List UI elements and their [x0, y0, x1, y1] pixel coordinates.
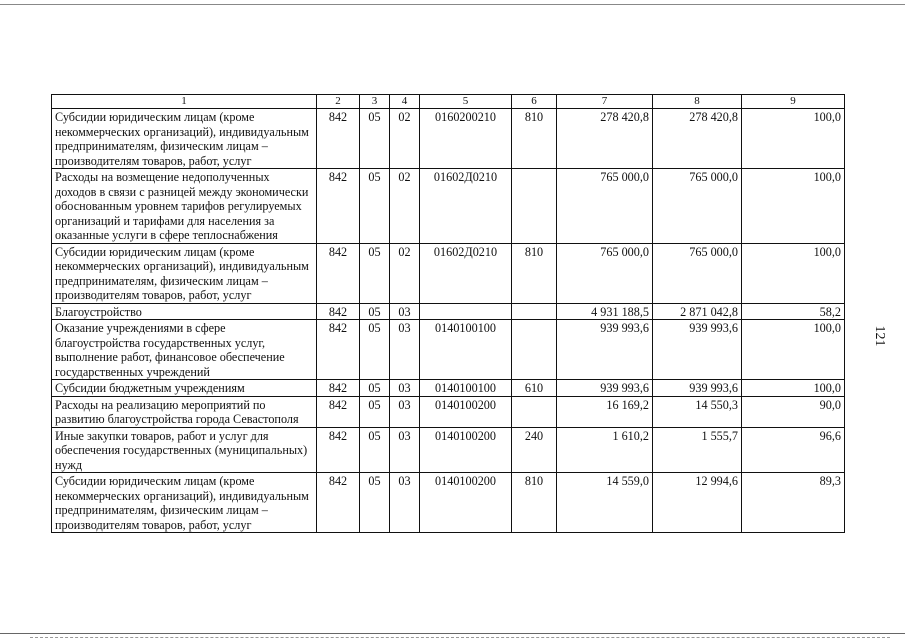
row-subsection: 03 [390, 427, 420, 473]
row-section: 05 [360, 473, 390, 533]
row-target-article: 0140100200 [420, 427, 512, 473]
row-approved-amount: 14 559,0 [557, 473, 653, 533]
row-section: 05 [360, 243, 390, 303]
row-expense-type [512, 396, 557, 427]
row-subsection: 02 [390, 243, 420, 303]
row-subsection: 03 [390, 396, 420, 427]
row-approved-amount: 939 993,6 [557, 380, 653, 397]
row-executed-amount: 765 000,0 [653, 169, 742, 244]
page-edge-top [0, 4, 905, 5]
table-body [52, 95, 845, 533]
row-description: Оказание учреждениями в сфере благоустройства государственных услуг, выполнение работ, финансовое обеспечение государственных учреждений [52, 320, 317, 380]
row-executed-amount: 278 420,8 [653, 109, 742, 169]
header-cell: 2 [317, 95, 360, 109]
row-description: Субсидии юридическим лицам (кроме некоммерческих организаций), индивидуальным предпринимателям, физическим лицам – производителям товаров, работ, услуг [52, 243, 317, 303]
row-subsection: 03 [390, 473, 420, 533]
row-target-article: 0140100100 [420, 380, 512, 397]
row-ministry-code: 842 [317, 380, 360, 397]
row-ministry-code: 842 [317, 303, 360, 320]
row-percent-executed: 58,2 [742, 303, 845, 320]
row-percent-executed: 89,3 [742, 473, 845, 533]
row-percent-executed: 100,0 [742, 380, 845, 397]
row-section: 05 [360, 396, 390, 427]
header-cell: 7 [557, 95, 653, 109]
header-cell: 9 [742, 95, 845, 109]
row-expense-type [512, 303, 557, 320]
row-approved-amount: 765 000,0 [557, 169, 653, 244]
row-executed-amount: 765 000,0 [653, 243, 742, 303]
row-target-article: 01602Д0210 [420, 169, 512, 244]
table-row [52, 320, 845, 380]
row-ministry-code: 842 [317, 243, 360, 303]
row-expense-type: 610 [512, 380, 557, 397]
row-target-article: 0160200210 [420, 109, 512, 169]
row-ministry-code: 842 [317, 320, 360, 380]
row-expense-type [512, 320, 557, 380]
row-subsection: 02 [390, 169, 420, 244]
row-subsection: 03 [390, 303, 420, 320]
row-expense-type: 810 [512, 243, 557, 303]
row-expense-type: 240 [512, 427, 557, 473]
row-executed-amount: 939 993,6 [653, 320, 742, 380]
row-section: 05 [360, 303, 390, 320]
row-description: Расходы на реализацию мероприятий по развитию благоустройства города Севастополя [52, 396, 317, 427]
row-target-article: 0140100100 [420, 320, 512, 380]
row-percent-executed: 96,6 [742, 427, 845, 473]
header-cell: 3 [360, 95, 390, 109]
row-section: 05 [360, 427, 390, 473]
row-subsection: 03 [390, 320, 420, 380]
row-ministry-code: 842 [317, 396, 360, 427]
row-subsection: 03 [390, 380, 420, 397]
row-target-article [420, 303, 512, 320]
row-target-article: 0140100200 [420, 396, 512, 427]
header-cell: 6 [512, 95, 557, 109]
row-approved-amount: 16 169,2 [557, 396, 653, 427]
table-row [52, 473, 845, 533]
row-ministry-code: 842 [317, 473, 360, 533]
row-description: Расходы на возмещение недополученных доходов в связи с разницей между экономически обоснованным уровнем тарифов регулируемых организаций и тарифами для населения за оказанные услуги в сфере теплоснабжения [52, 169, 317, 244]
page-number: 121 [872, 325, 887, 347]
row-section: 05 [360, 380, 390, 397]
row-executed-amount: 2 871 042,8 [653, 303, 742, 320]
table-row [52, 169, 845, 244]
row-section: 05 [360, 109, 390, 169]
row-executed-amount: 12 994,6 [653, 473, 742, 533]
row-approved-amount: 1 610,2 [557, 427, 653, 473]
header-cell: 4 [390, 95, 420, 109]
page-edge-bottom-dashed [30, 637, 890, 638]
row-percent-executed: 90,0 [742, 396, 845, 427]
row-percent-executed: 100,0 [742, 320, 845, 380]
row-subsection: 02 [390, 109, 420, 169]
table-header-row [52, 95, 845, 109]
row-expense-type [512, 169, 557, 244]
row-ministry-code: 842 [317, 169, 360, 244]
row-expense-type: 810 [512, 109, 557, 169]
row-executed-amount: 14 550,3 [653, 396, 742, 427]
row-description: Субсидии юридическим лицам (кроме некоммерческих организаций), индивидуальным предпринимателям, физическим лицам – производителям товаров, работ, услуг [52, 473, 317, 533]
row-percent-executed: 100,0 [742, 243, 845, 303]
row-executed-amount: 1 555,7 [653, 427, 742, 473]
header-cell: 8 [653, 95, 742, 109]
header-cell: 1 [52, 95, 317, 109]
row-approved-amount: 278 420,8 [557, 109, 653, 169]
row-expense-type: 810 [512, 473, 557, 533]
row-approved-amount: 939 993,6 [557, 320, 653, 380]
table-row [52, 109, 845, 169]
row-approved-amount: 4 931 188,5 [557, 303, 653, 320]
page-edge-bottom [0, 633, 905, 634]
row-executed-amount: 939 993,6 [653, 380, 742, 397]
table-row [52, 427, 845, 473]
row-description: Субсидии бюджетным учреждениям [52, 380, 317, 397]
table-row [52, 380, 845, 397]
table-row [52, 303, 845, 320]
row-description: Субсидии юридическим лицам (кроме некоммерческих организаций), индивидуальным предпринимателям, физическим лицам – производителям товаров, работ, услуг [52, 109, 317, 169]
budget-table [51, 94, 845, 533]
row-percent-executed: 100,0 [742, 169, 845, 244]
row-percent-executed: 100,0 [742, 109, 845, 169]
row-ministry-code: 842 [317, 427, 360, 473]
row-approved-amount: 765 000,0 [557, 243, 653, 303]
table-row [52, 243, 845, 303]
row-target-article: 01602Д0210 [420, 243, 512, 303]
table-row [52, 396, 845, 427]
header-cell: 5 [420, 95, 512, 109]
row-section: 05 [360, 169, 390, 244]
row-section: 05 [360, 320, 390, 380]
row-target-article: 0140100200 [420, 473, 512, 533]
row-description: Благоустройство [52, 303, 317, 320]
row-ministry-code: 842 [317, 109, 360, 169]
row-description: Иные закупки товаров, работ и услуг для обеспечения государственных (муниципальных) нужд [52, 427, 317, 473]
